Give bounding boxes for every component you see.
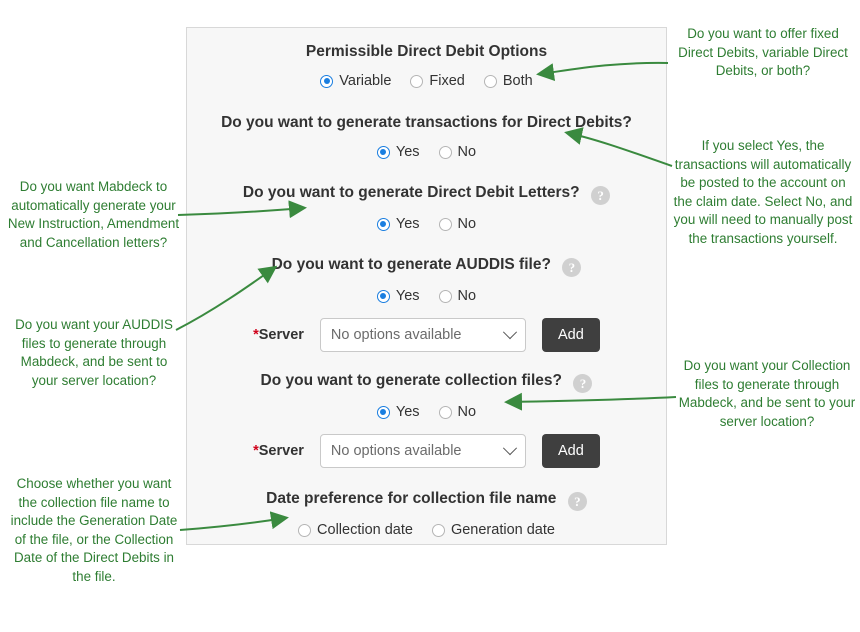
generate-auddis-radio-group[interactable] [187, 288, 666, 304]
section-generate-transactions [187, 113, 666, 160]
generate-letters-radio-group[interactable] [187, 216, 666, 232]
collection-add-server-button[interactable]: Add [542, 434, 600, 468]
section-permissible-options-title: Permissible Direct Debit Options [305, 43, 548, 60]
section-generate-collection-files-title: Do you want to generate collection files? [260, 372, 562, 389]
section-date-preference [187, 490, 666, 538]
radio-letters-no-label: No [457, 216, 477, 232]
auddis-server-required-star: * [253, 327, 259, 343]
section-date-preference-title: Date preference for collection file name [266, 490, 557, 507]
radio-letters-no-indicator[interactable] [439, 218, 452, 231]
radio-transactions-no[interactable] [439, 144, 477, 160]
radio-variable-label: Variable [339, 73, 392, 89]
radio-auddis-no[interactable] [439, 288, 477, 304]
radio-collection-no[interactable] [439, 404, 477, 420]
section-date-preference-header [187, 490, 666, 511]
radio-letters-yes-label: Yes [395, 216, 420, 232]
radio-letters-no[interactable] [439, 216, 477, 232]
section-generate-auddis-title: Do you want to generate AUDDIS file? [271, 256, 551, 273]
radio-generation-date-indicator[interactable] [432, 524, 445, 537]
generate-transactions-radio-group[interactable] [187, 144, 666, 160]
auddis-server-label-text: Server [258, 327, 304, 343]
radio-collection-date[interactable] [298, 522, 413, 538]
section-generate-auddis-header [187, 256, 666, 277]
section-permissible-options [187, 42, 666, 89]
radio-auddis-yes[interactable] [377, 288, 420, 304]
radio-letters-yes-indicator[interactable] [377, 218, 390, 231]
left-edge-band [0, 0, 5, 632]
radio-letters-yes[interactable] [377, 216, 420, 232]
auddis-server-select[interactable] [320, 318, 526, 352]
radio-generation-date[interactable] [432, 522, 555, 538]
radio-transactions-yes-indicator[interactable] [377, 146, 390, 159]
help-icon-date-preference[interactable]: ? [568, 492, 587, 511]
radio-option-variable[interactable] [320, 73, 391, 89]
auddis-server-row [187, 318, 666, 352]
radio-option-fixed[interactable] [410, 73, 464, 89]
section-generate-transactions-title: Do you want to generate transactions for Direct Debits? [221, 114, 632, 131]
radio-collection-yes[interactable] [377, 404, 420, 420]
annotation-left-bottom: Choose whether you want the collection file name to include the Generation Date of the file, or the Collection Date of the Direct Debits in the file. [10, 476, 178, 584]
radio-fixed-indicator[interactable] [410, 75, 423, 88]
radio-both-indicator[interactable] [484, 75, 497, 88]
radio-collection-yes-indicator[interactable] [377, 406, 390, 419]
radio-auddis-no-label: No [457, 288, 477, 304]
radio-collection-date-indicator[interactable] [298, 524, 311, 537]
radio-collection-date-label: Collection date [317, 522, 413, 538]
collection-server-select[interactable] [320, 434, 526, 468]
radio-transactions-yes[interactable] [377, 144, 420, 160]
radio-fixed-label: Fixed [429, 73, 465, 89]
radio-auddis-yes-indicator[interactable] [377, 290, 390, 303]
collection-server-label [253, 443, 304, 459]
radio-auddis-yes-label: Yes [395, 288, 420, 304]
annotation-right-lower: Do you want your Collection files to generate through Mabdeck, and be sent to your server location? [678, 358, 856, 429]
radio-transactions-no-label: No [457, 144, 477, 160]
radio-option-both[interactable] [484, 73, 533, 89]
auddis-server-label [253, 327, 304, 343]
section-generate-collection-files-header [187, 372, 666, 393]
annotation-right-mid: If you select Yes, the transactions will automatically be posted to the account on the claim date. Select No, and you will need to manually post the transactions yourself. [673, 138, 853, 246]
radio-both-label: Both [502, 73, 533, 89]
radio-auddis-no-indicator[interactable] [439, 290, 452, 303]
radio-transactions-yes-label: Yes [395, 144, 420, 160]
radio-collection-no-indicator[interactable] [439, 406, 452, 419]
generate-collection-files-radio-group[interactable] [187, 404, 666, 420]
direct-debit-settings-panel [186, 27, 667, 545]
section-generate-letters-header [187, 184, 666, 205]
collection-server-required-star: * [253, 443, 259, 459]
chevron-down-icon [503, 325, 517, 339]
section-generate-letters-title: Do you want to generate Direct Debit Letters? [242, 184, 580, 201]
auddis-server-select-value: No options available [330, 327, 462, 343]
radio-collection-yes-label: Yes [395, 404, 420, 420]
annotation-left-mid: Do you want your AUDDIS files to generate through Mabdeck, and be sent to your server location? [15, 317, 173, 388]
auddis-add-server-button[interactable]: Add [542, 318, 600, 352]
date-preference-radio-group[interactable] [187, 522, 666, 538]
collection-server-select-value: No options available [330, 443, 462, 459]
section-generate-collection-files [187, 372, 666, 468]
collection-server-row [187, 434, 666, 468]
help-icon-letters[interactable]: ? [591, 186, 610, 205]
chevron-down-icon [503, 441, 517, 455]
help-icon-auddis[interactable]: ? [562, 258, 581, 277]
radio-generation-date-label: Generation date [450, 522, 555, 538]
annotation-left-top: Do you want Mabdeck to automatically generate your New Instruction, Amendment and Cancellation letters? [7, 179, 180, 250]
collection-server-label-text: Server [258, 443, 304, 459]
radio-variable-indicator[interactable] [320, 75, 333, 88]
radio-transactions-no-indicator[interactable] [439, 146, 452, 159]
radio-collection-no-label: No [457, 404, 477, 420]
annotation-right-top: Do you want to offer fixed Direct Debits, variable Direct Debits, or both? [678, 26, 848, 78]
help-icon-collection-files[interactable]: ? [573, 374, 592, 393]
permissible-options-radio-group[interactable] [187, 73, 666, 89]
section-generate-auddis [187, 256, 666, 352]
section-generate-letters [187, 184, 666, 232]
